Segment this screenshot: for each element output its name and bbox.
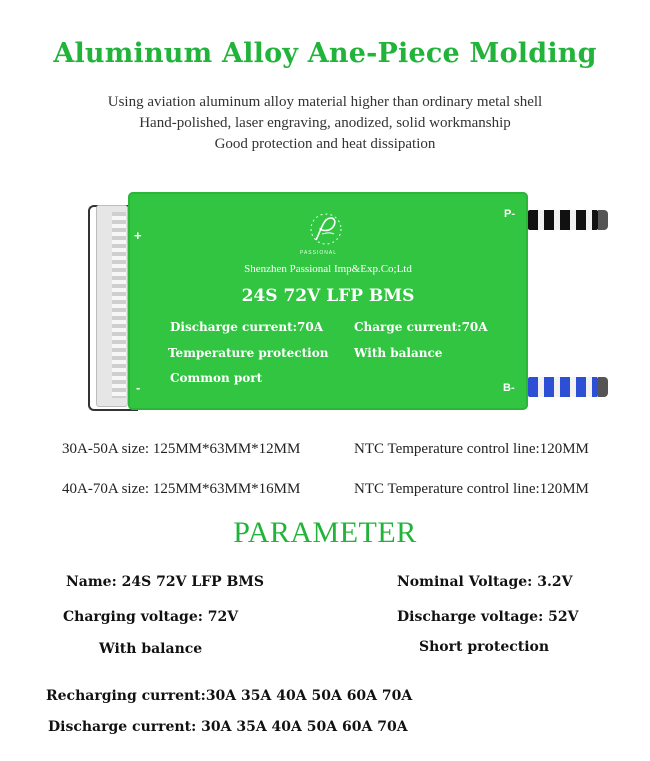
param-charging-voltage: Charging voltage: 72V: [63, 609, 239, 625]
discharge-current-label: Discharge current:70A: [170, 320, 324, 334]
plus-mark: +: [134, 228, 142, 243]
param-short-protection: Short protection: [419, 639, 550, 655]
param-recharging-current: Recharging current:30A 35A 40A 50A 60A 70A: [46, 688, 413, 704]
ntc-spec-1: NTC Temperature control line:120MM: [354, 441, 589, 457]
param-nominal-voltage: Nominal Voltage: 3.2V: [397, 574, 573, 590]
size-spec-40-70a: 40A-70A size: 125MM*63MM*16MM: [62, 481, 301, 497]
param-balance: With balance: [99, 641, 203, 657]
p-minus-cable: [528, 210, 598, 230]
b-minus-cable: [528, 377, 598, 397]
passional-logo-icon: [306, 210, 346, 250]
temperature-protection-label: Temperature protection: [168, 346, 329, 360]
connector-pins: [112, 212, 126, 398]
common-port-label: Common port: [170, 371, 263, 385]
ntc-spec-2: NTC Temperature control line:120MM: [354, 481, 589, 497]
brand-wordmark: PASSIONAL: [300, 250, 337, 256]
pcb-board: [128, 192, 528, 410]
description-line-2: Hand-polished, laser engraving, anodized, solid workmanship: [139, 115, 511, 131]
param-name: Name: 24S 72V LFP BMS: [66, 574, 264, 590]
param-discharge-voltage: Discharge voltage: 52V: [397, 609, 579, 625]
p-minus-cable-tip: [598, 210, 608, 230]
minus-mark: -: [136, 380, 141, 395]
parameter-heading: PARAMETER: [233, 516, 417, 549]
model-name: 24S 72V LFP BMS: [241, 286, 415, 306]
b-minus-cable-tip: [598, 377, 608, 397]
param-discharge-current: Discharge current: 30A 35A 40A 50A 60A 70A: [48, 719, 408, 735]
b-minus-label: B-: [503, 382, 515, 394]
page-title: Aluminum Alloy Ane-Piece Molding: [53, 38, 597, 69]
size-spec-30-50a: 30A-50A size: 125MM*63MM*12MM: [62, 441, 301, 457]
description-line-1: Using aviation aluminum alloy material higher than ordinary metal shell: [107, 94, 543, 110]
charge-current-label: Charge current:70A: [354, 320, 488, 334]
p-minus-label: P-: [504, 208, 515, 220]
company-name: Shenzhen Passional Imp&Exp.Co;Ltd: [244, 263, 412, 275]
balance-label: With balance: [354, 346, 443, 360]
description-line-3: Good protection and heat dissipation: [214, 136, 436, 152]
